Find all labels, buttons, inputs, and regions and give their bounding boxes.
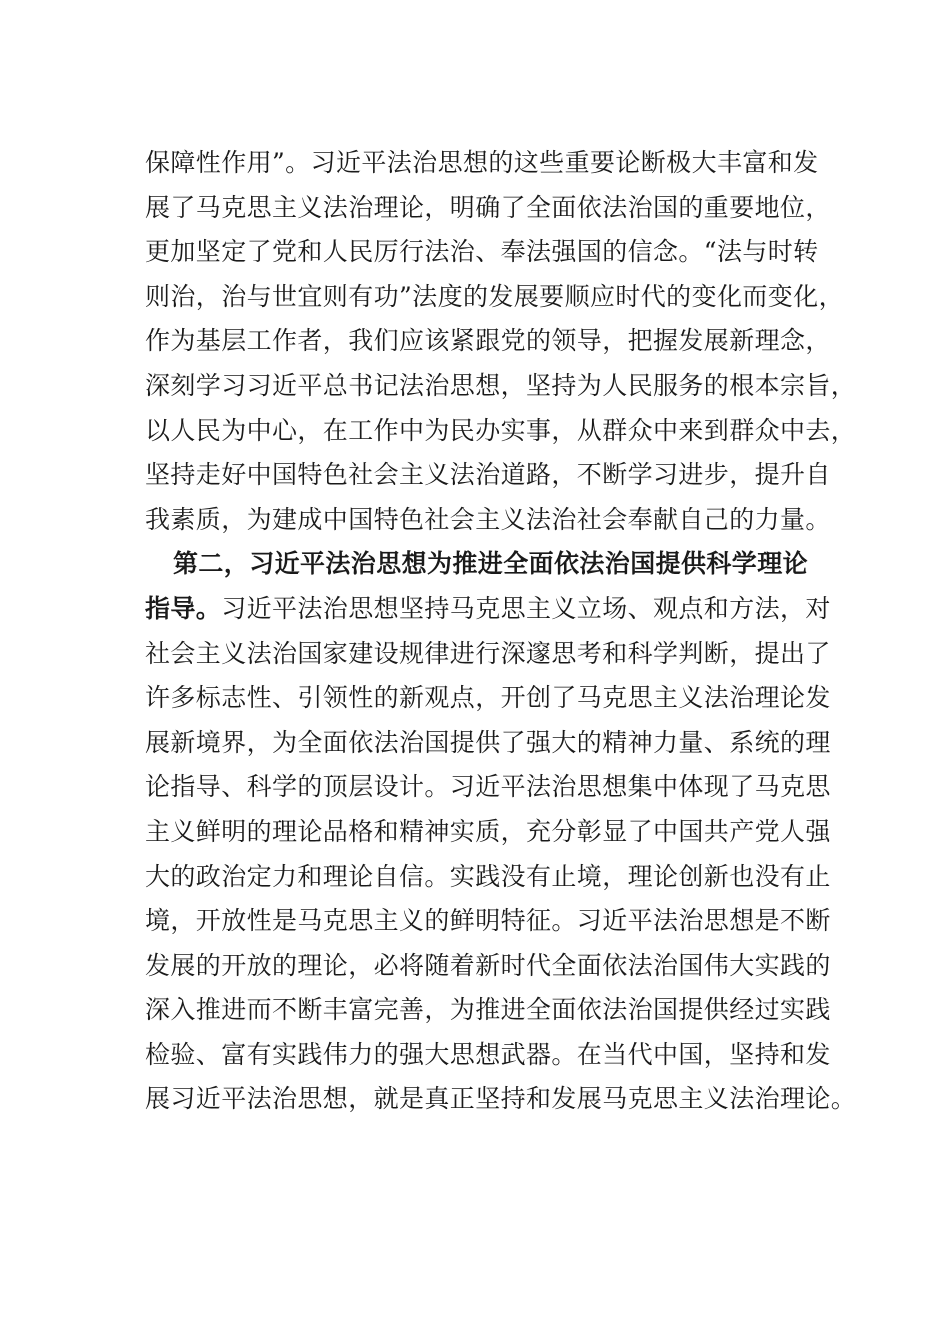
text-line: 更加坚定了党和人民厉行法治、奉法强国的信念。“法与时转 [145,237,819,267]
document-body [145,141,857,1122]
text-line: 我素质，为建成中国特色社会主义法治社会奉献自己的力量。 [145,504,831,534]
section-heading-end: 指导。 [145,593,222,623]
paragraph-1 [145,141,857,542]
section-heading-line: 第二，习近平法治思想为推进全面依法治国提供科学理论 [173,549,809,579]
text-line: 许多标志性、引领性的新观点，开创了马克思主义法治理论发 [145,683,831,713]
text-line: 论指导、科学的顶层设计。习近平法治思想集中体现了马克思 [145,772,831,802]
text-line: 社会主义法治国家建设规律进行深邃思考和科学判断，提出了 [145,638,831,668]
text-line: 发展的开放的理论，必将随着新时代全面依法治国伟大实践的 [145,950,831,980]
text-line: 境，开放性是马克思主义的鲜明特征。习近平法治思想是不断 [145,906,831,936]
text-line: 主义鲜明的理论品格和精神实质，充分彰显了中国共产党人强 [145,816,831,846]
text-line: 大的政治定力和理论自信。实践没有止境，理论创新也没有止 [145,861,831,891]
text-line: 坚持走好中国特色社会主义法治道路，不断学习进步，提升自 [145,460,831,490]
text-line: 展新境界，为全面依法治国提供了强大的精神力量、系统的理 [145,727,831,757]
text-line: 展习近平法治思想，就是真正坚持和发展马克思主义法治理论。 [145,1084,857,1114]
text-line: 作为基层工作者，我们应该紧跟党的领导，把握发展新理念， [145,326,831,356]
text-line: 深刻学习习近平总书记法治思想，坚持为人民服务的根本宗旨， [145,370,857,400]
text-line-rest: 习近平法治思想坚持马克思主义立场、观点和方法，对 [221,593,831,623]
text-line: 以人民为中心，在工作中为民办实事，从群众中来到群众中去， [145,415,857,445]
text-line: 保障性作用”。习近平法治思想的这些重要论断极大丰富和发 [145,148,819,177]
text-line [145,587,831,632]
text-line: 深入推进而不断丰富完善，为推进全面依法治国提供经过实践 [145,995,831,1025]
paragraph-2 [145,542,857,1122]
text-line: 展了马克思主义法治理论，明确了全面依法治国的重要地位， [145,192,831,222]
text-line: 检验、富有实践伟力的强大思想武器。在当代中国，坚持和发 [145,1039,831,1069]
text-line: 则治，治与世宜则有功”法度的发展要顺应时代的变化而变化， [145,281,844,311]
